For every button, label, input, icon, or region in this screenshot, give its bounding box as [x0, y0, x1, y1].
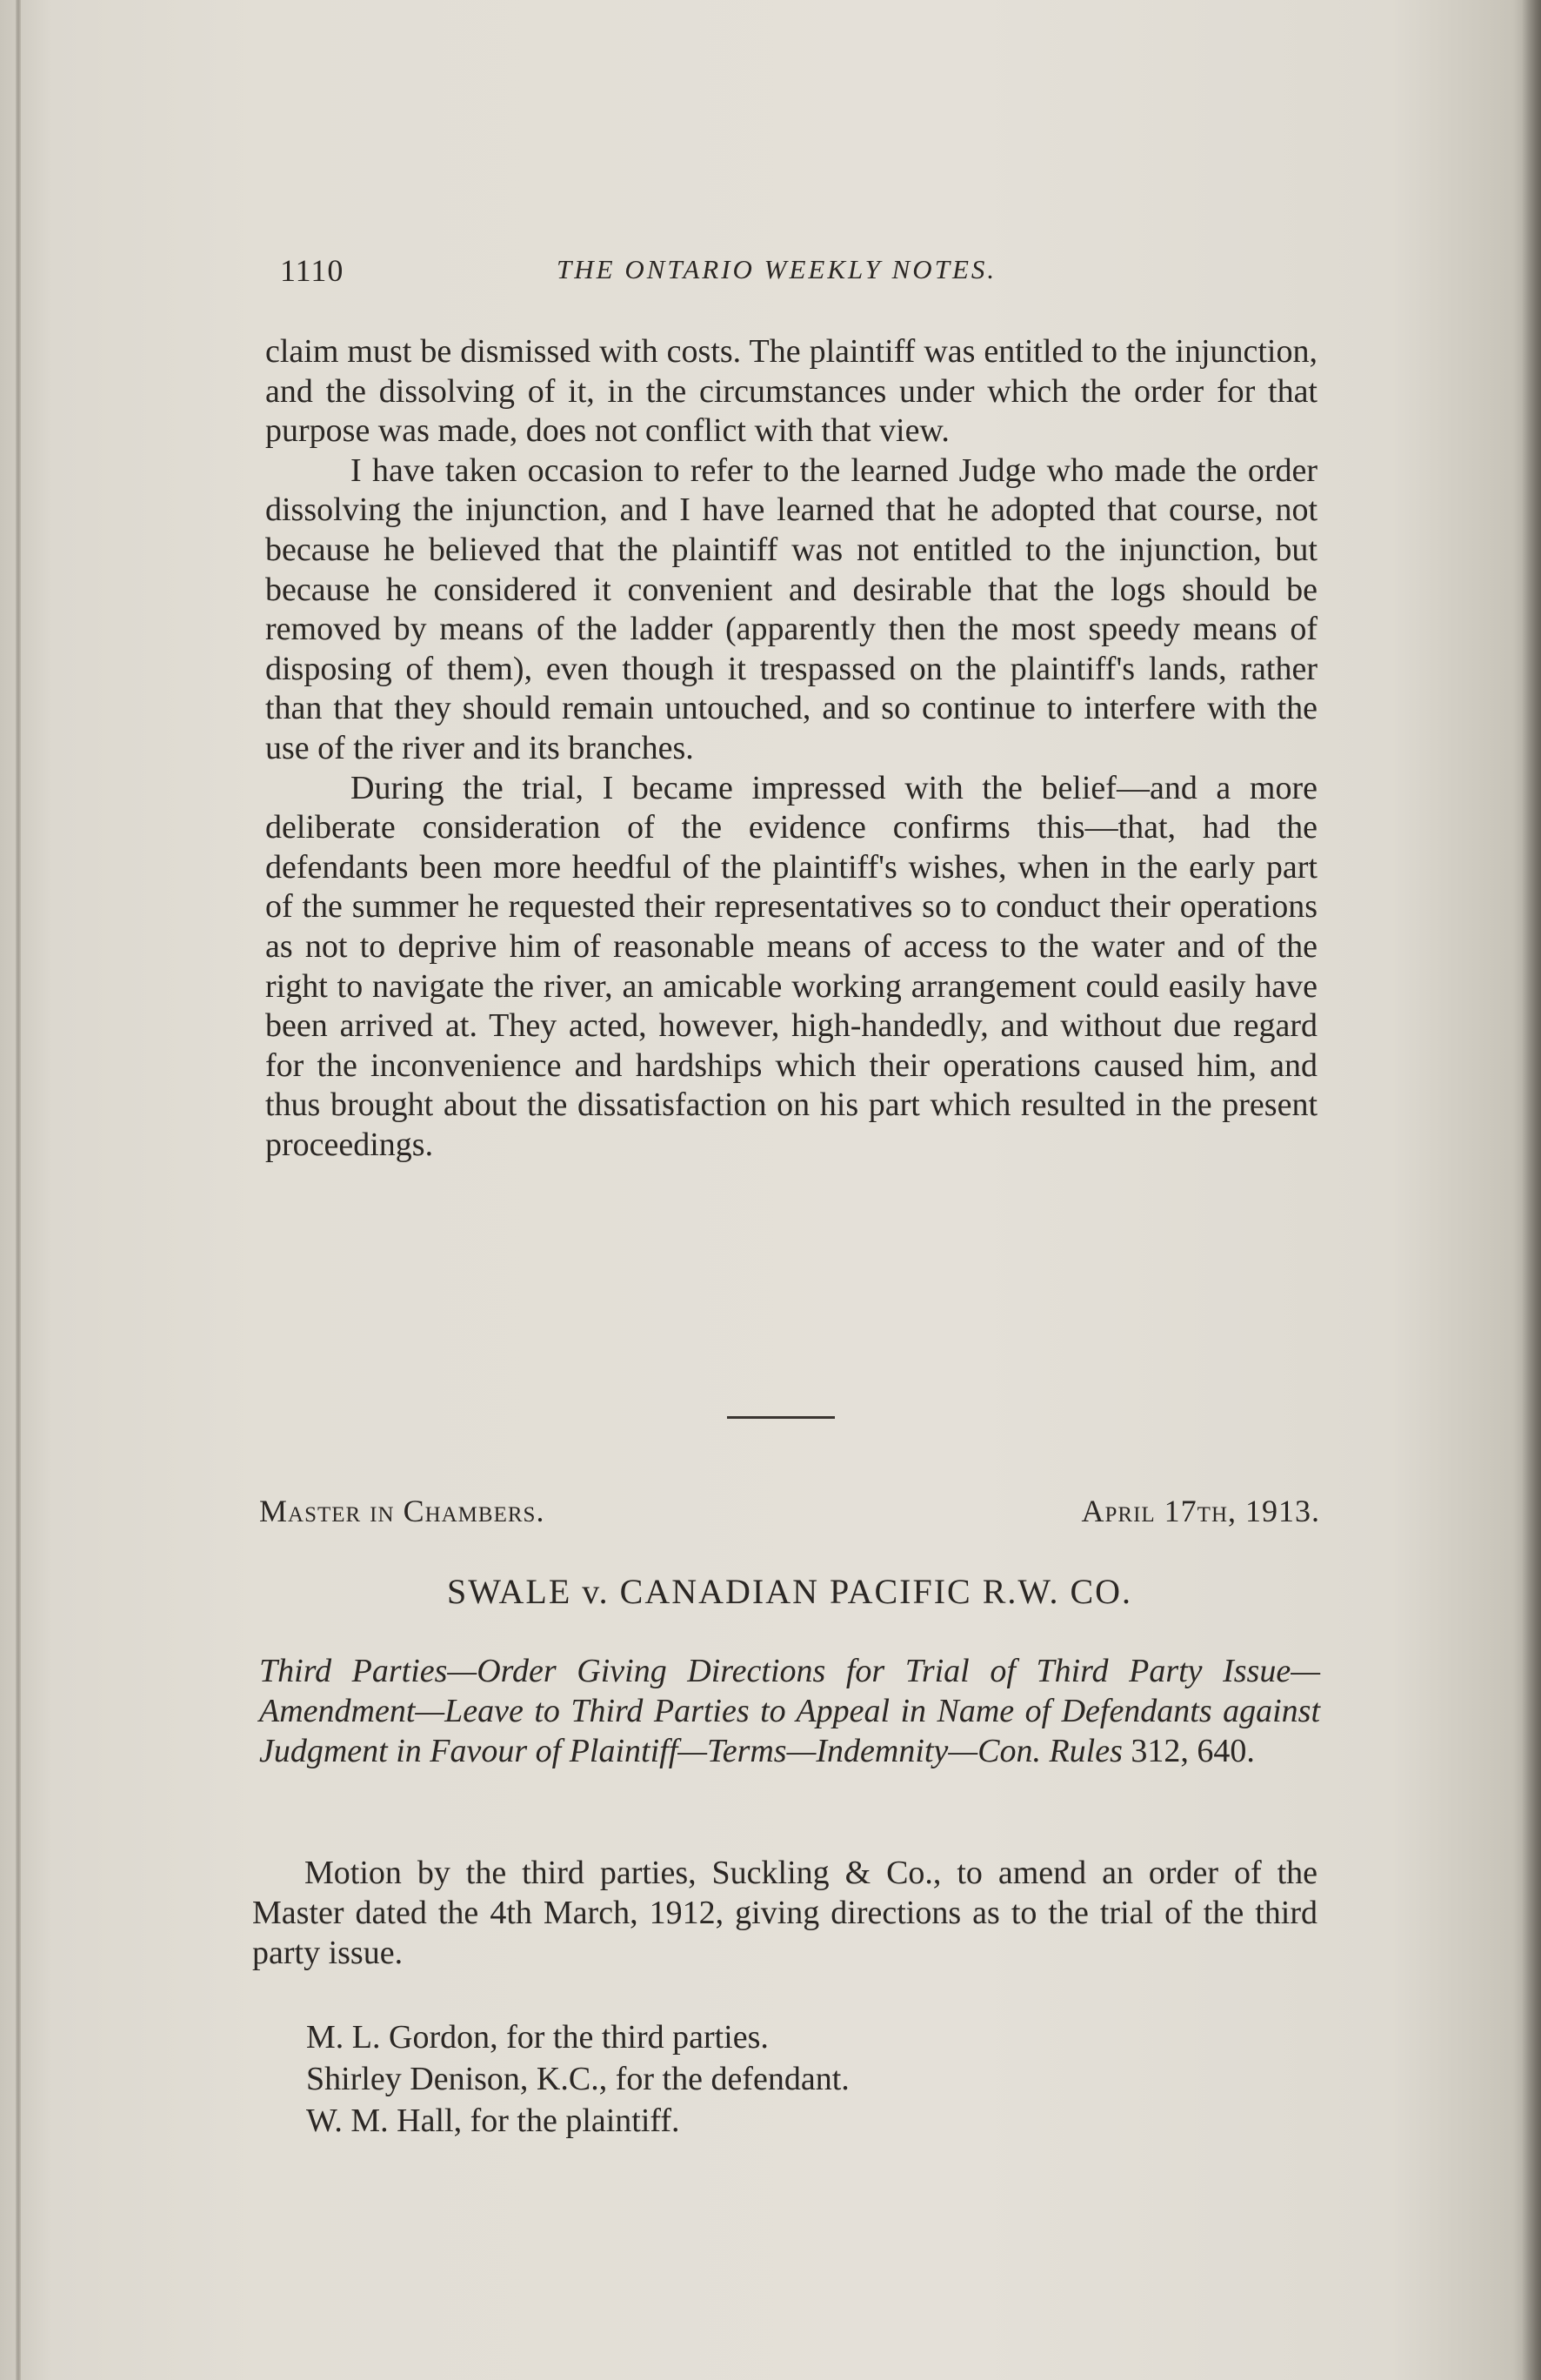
- section-divider: [727, 1416, 835, 1419]
- motion-paragraph-block: [252, 1853, 1318, 1973]
- running-head: THE ONTARIO WEEKLY NOTES.: [557, 254, 997, 284]
- page-binding-edge: [16, 0, 21, 2380]
- headnote: [259, 1651, 1320, 1771]
- counsel-list: [306, 2016, 1263, 2142]
- page-right-edge-shadow: [1522, 0, 1541, 2380]
- counsel-line: M. L. Gordon, for the third parties.: [306, 2019, 769, 2056]
- decision-date: April 17th, 1913.: [1081, 1494, 1320, 1528]
- body-paragraph: claim must be dismissed with costs. The plaintiff was entitled to the injunction, and the dissolving of it, in the circumstances under which the order for that purpose was made, does not conflict with that view.: [265, 333, 1318, 450]
- body-text: [265, 332, 1318, 1165]
- headnote-text: Third Parties—Order Giving Directions for Trial of Third Party Issue—Amendment—Leave to Third Parties to Appeal in Name of Defendants against Judgment in Favour of Plaintiff—Terms—Indemnity—Con. Rules: [259, 1653, 1320, 1769]
- counsel-line: W. M. Hall, for the plaintiff.: [306, 2103, 680, 2139]
- headnote-rule-numbers: 312, 640.: [1122, 1733, 1255, 1769]
- body-paragraph: I have taken occasion to refer to the learned Judge who made the order dissolving the injunction, and I have learned that he adopted that course, not because he believed that the plaintiff was not entitled to the injunction, but because he considered it convenient and desirable that the logs should be removed by means of the ladder (apparently then the most speedy means of disposing of them), even though it trespassed on the plaintiff's lands, rather than that they should remain untouched, and so continue to interfere with the use of the river and its branches.: [265, 451, 1318, 766]
- motion-paragraph: Motion by the third parties, Suckling & Co., to amend an order of the Master dated the 4th March, 1912, giving directions as to the trial of the third party issue.: [252, 1855, 1318, 1971]
- counsel-line: Shirley Denison, K.C., for the defendant.: [306, 2061, 850, 2097]
- case-title: SWALE v. CANADIAN PACIFIC R.W. CO.: [446, 1572, 1133, 1611]
- body-paragraph: During the trial, I became impressed with the belief—and a more deliberate consideration of the evidence confirms this—that, had the defendants been more heedful of the plaintiff's wishes, when in the early part of the summer he requested their representatives so to conduct their operations as not to deprive him of reasonable means of access to the water and of the right to navigate the river, an amicable working arrangement could easily have been arrived at. They acted, however, high-handedly, and without due regard for the inconvenience and hardships which their operations caused him, and thus brought about the dissatisfaction on his part which resulted in the present proceedings.: [265, 769, 1318, 1163]
- page-number: 1110: [280, 253, 344, 288]
- court-name: Master in Chambers.: [259, 1494, 545, 1528]
